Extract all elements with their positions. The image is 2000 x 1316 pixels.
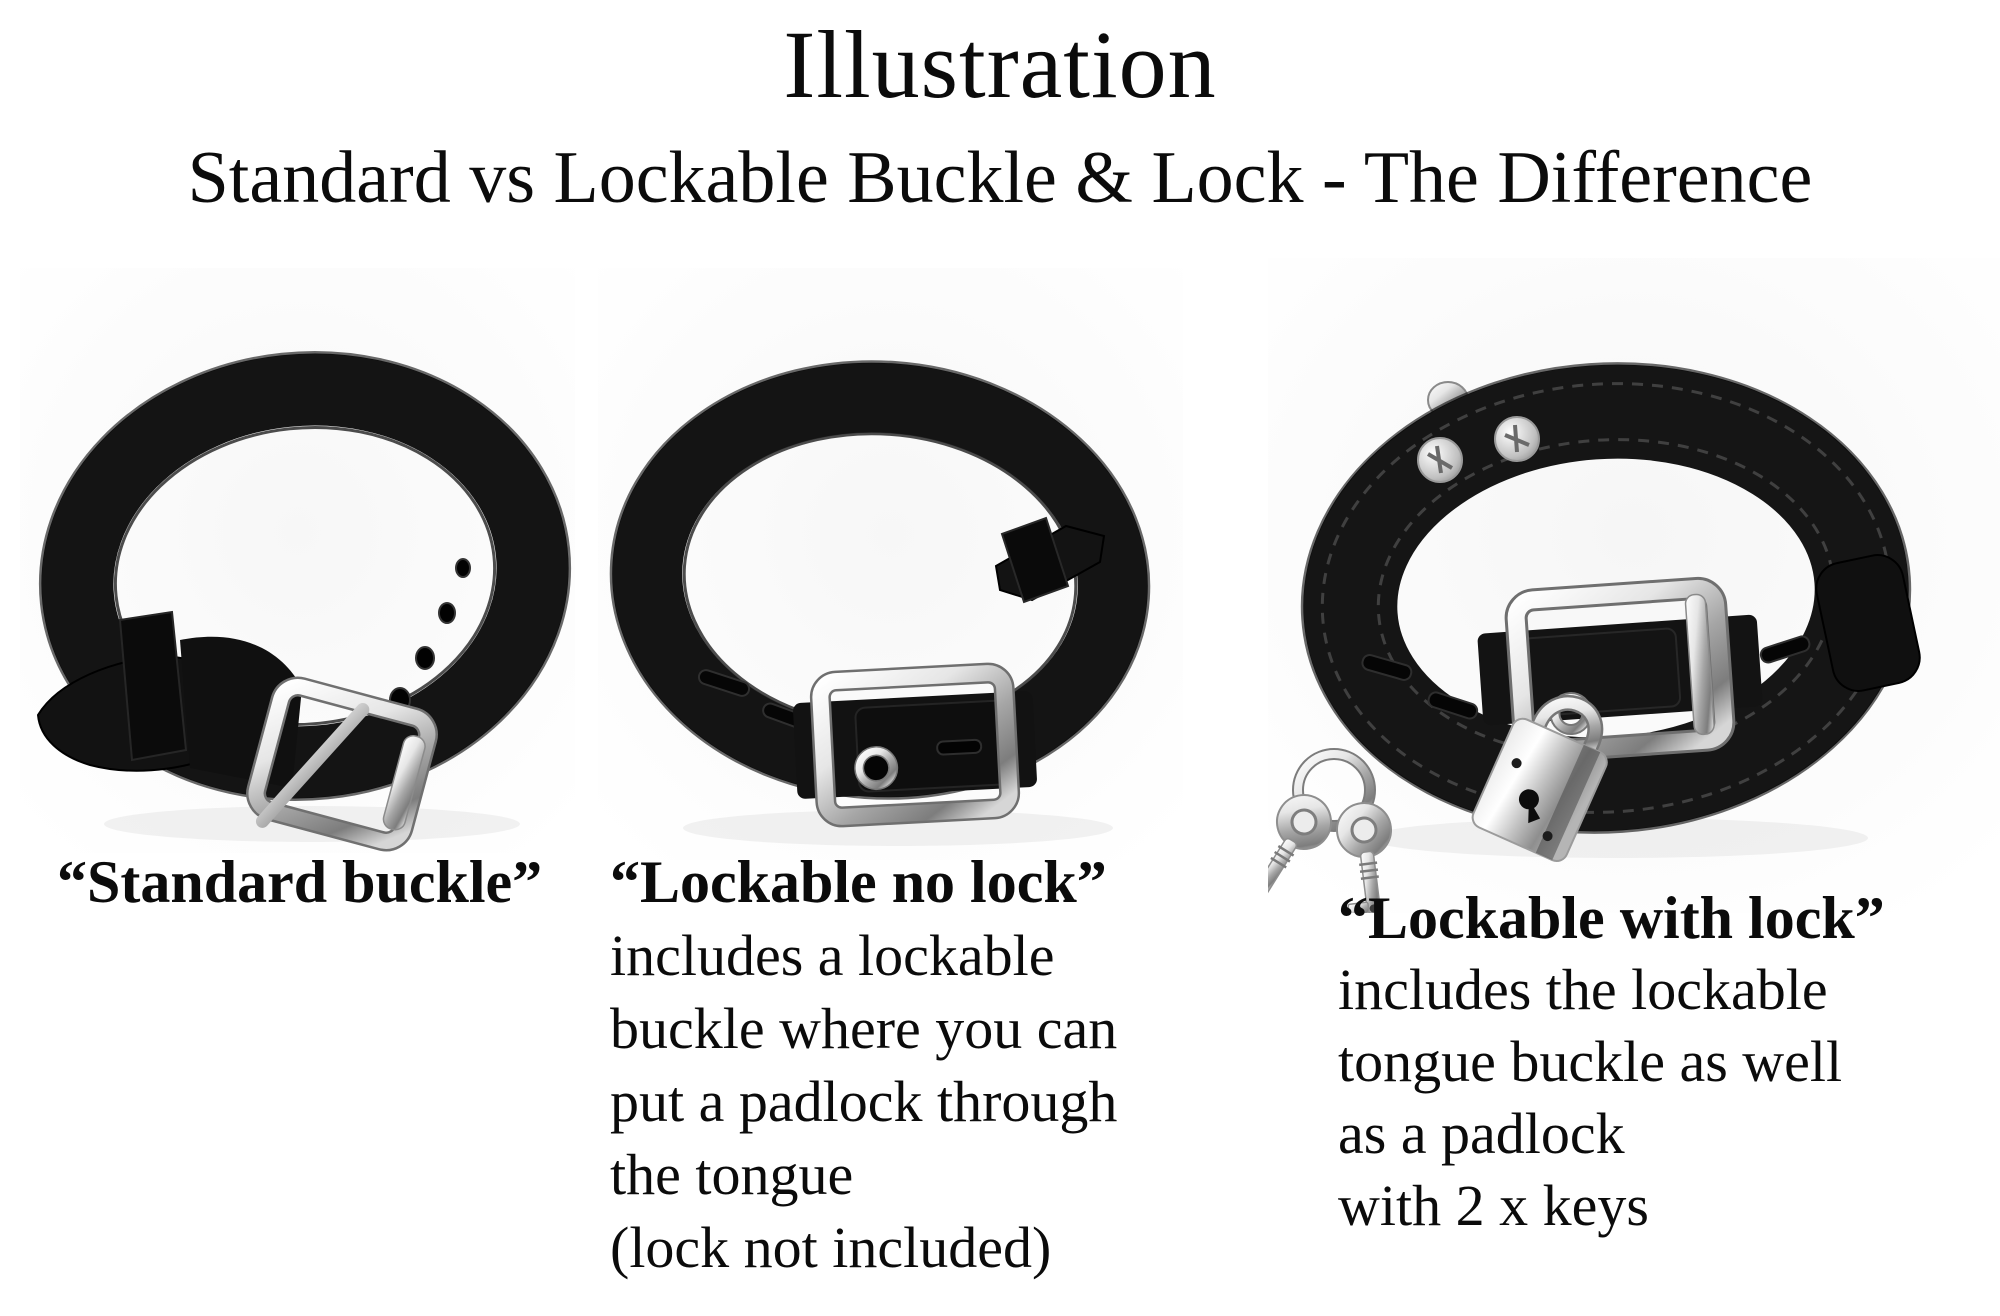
lockable-with-lock-collar-photo: [1268, 258, 2000, 913]
caption-line: the tongue: [610, 1142, 854, 1207]
caption-lockable-with-lock: [1338, 882, 1885, 1242]
caption-line: buckle where you can: [610, 996, 1118, 1061]
buckle-tongue-leather: [1516, 628, 1681, 717]
caption-line: put a padlock through: [610, 1069, 1118, 1134]
lockable-with-lock-figure: [1268, 258, 2000, 913]
caption-line: as a padlock: [1338, 1101, 1625, 1166]
standard-buckle-collar-photo: [20, 268, 575, 853]
caption-title: “Lockable with lock”: [1338, 885, 1885, 951]
caption-standard-buckle: [57, 846, 542, 919]
standard-buckle-figure: [20, 268, 575, 853]
caption-line: with 2 x keys: [1338, 1173, 1649, 1238]
caption-line: tongue buckle as well: [1338, 1029, 1843, 1094]
caption-lockable-no-lock: [610, 846, 1117, 1284]
caption-line: includes the lockable: [1338, 957, 1828, 1022]
caption-line: (lock not included): [610, 1215, 1052, 1280]
page-title: Illustration: [783, 11, 1217, 118]
caption-title: “Lockable no lock”: [610, 849, 1107, 915]
lockable-no-lock-figure: [598, 268, 1183, 860]
lockable-no-lock-collar-photo: [598, 268, 1183, 860]
caption-line: includes a lockable: [610, 923, 1055, 988]
page-subtitle: Standard vs Lockable Buckle & Lock - The Difference: [187, 137, 1813, 219]
caption-title: “Standard buckle”: [57, 849, 543, 915]
